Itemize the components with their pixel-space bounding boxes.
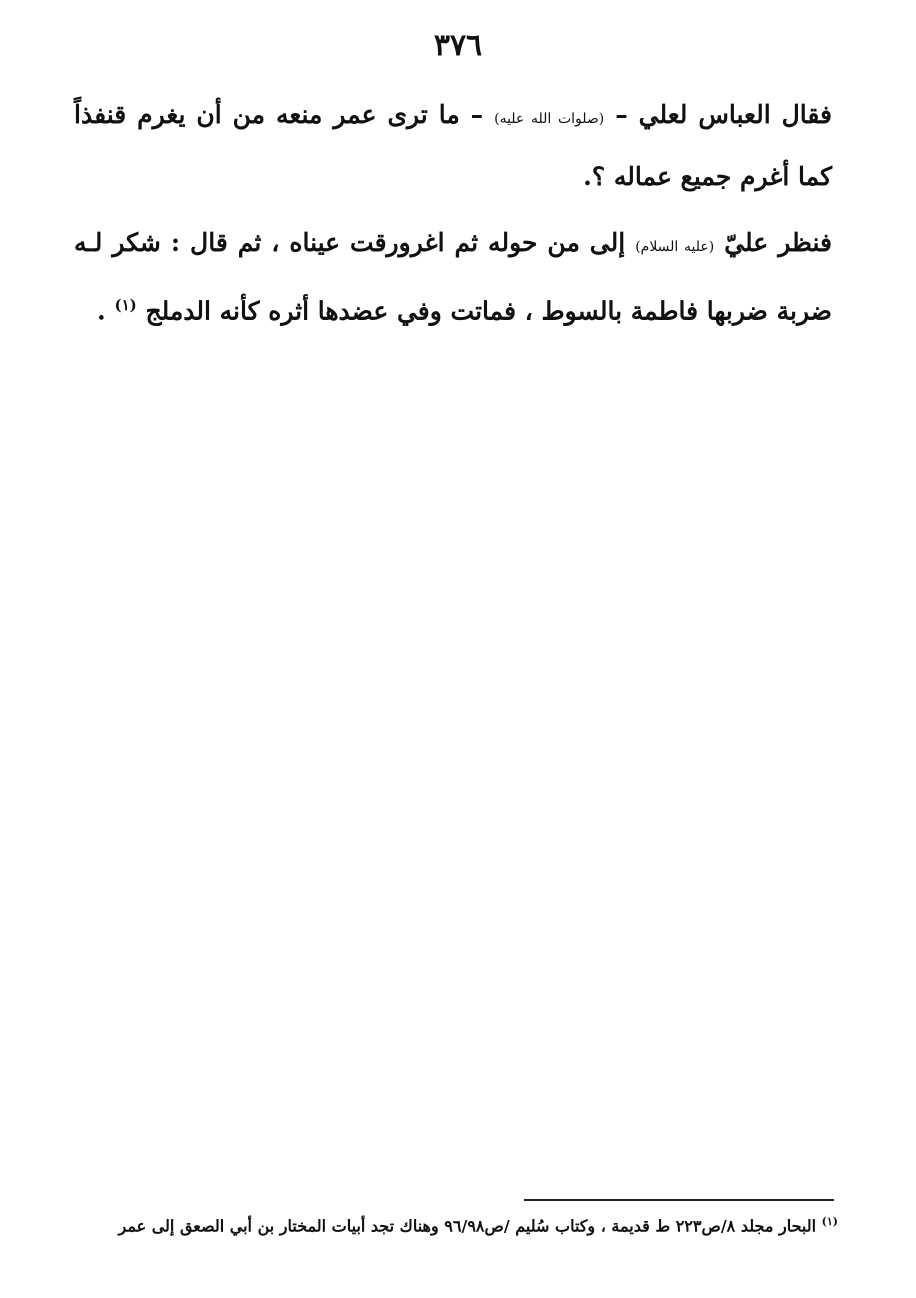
footnote-divider [524,1199,834,1201]
footnote-reference[interactable]: (١) [114,296,137,314]
main-text [74,86,832,348]
page-number: ٣٧٦ [433,28,483,63]
paragraph-1-text-a: فقال العباس لعلي – [604,100,832,129]
paragraph-2-text-c: ضربة ضربها فاطمة بالسوط ، فماتت وفي عضدها أثره كأنه الدملج [136,296,832,326]
honorific-salawat: (صلوات الله عليه) [494,111,605,127]
paragraph-2-line-1 [74,214,832,276]
paragraph-2-line-2 [74,276,832,340]
paragraph-1 [74,86,832,206]
paragraph-1-text-b: – ما ترى عمر منعه من أن يغرم قنفذاً [74,100,495,129]
footnote [80,1215,838,1235]
paragraph-2 [74,214,832,340]
footnote-text: البحار مجلد ٨/ص٢٢٣ ط قديمة ، وكتاب سُليم /ص٩٦/٩٨ وهناك تجد أبيات المختار بن أبي الصعق إلى عمر [118,1216,822,1236]
honorific-alayhi-salam: (عليه السلام) [635,239,715,255]
paragraph-2-text-a: فنظر عليّ [714,228,832,257]
footnote-marker: (١) [821,1215,838,1228]
paragraph-1-line-2: كما أغرم جميع عماله ؟. [583,162,832,191]
paragraph-2-text-d: . [97,296,115,326]
paragraph-1-line-1 [74,86,832,148]
paragraph-2-text-b: إلى من حوله ثم اغرورقت عيناه ، ثم قال : شكر لـه [74,228,636,257]
